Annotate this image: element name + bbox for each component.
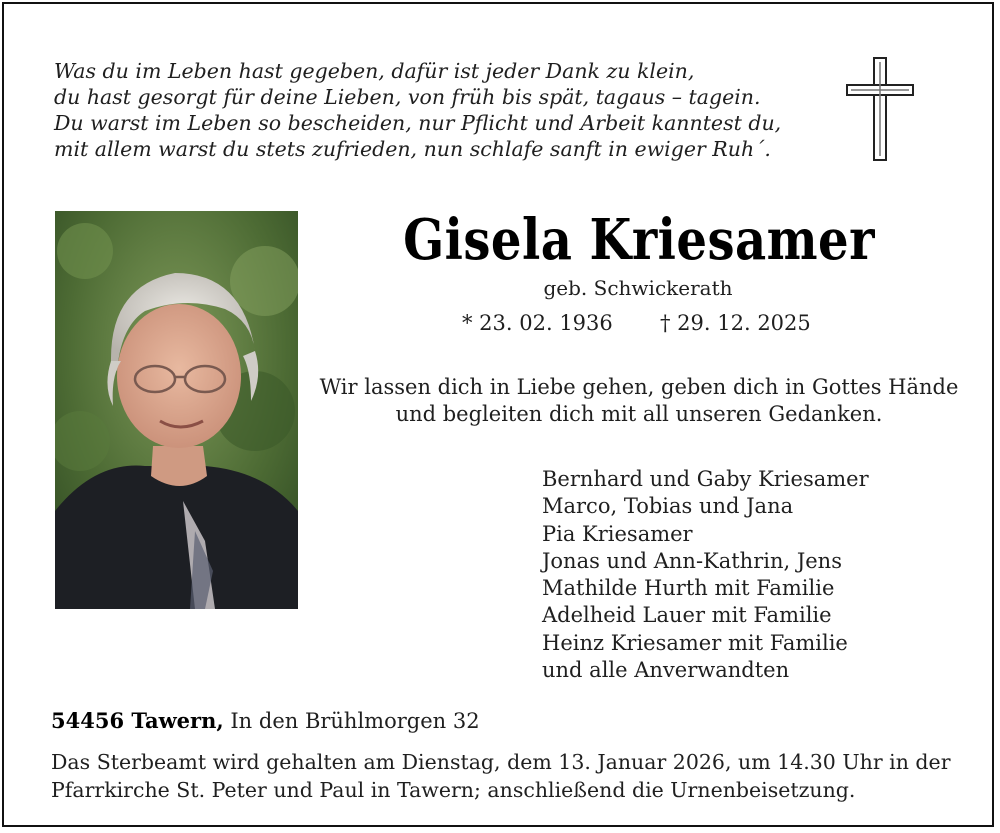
mourner: Adelheid Lauer mit Familie [542, 603, 832, 628]
family-address [51, 706, 480, 736]
death-date: † 29. 12. 2025 [660, 311, 811, 335]
service-line: Pfarrkirche St. Peter und Paul in Tawern; anschließend die Urnenbeisetzung. [51, 778, 856, 802]
mourners-list [542, 466, 869, 684]
deceased-name: Gisela Kriesamer [403, 207, 875, 273]
obituary-frame [2, 2, 994, 827]
mourner: Pia Kriesamer [542, 521, 693, 546]
poem-line: Du warst im Leben so bescheiden, nur Pflicht und Arbeit kanntest du, [54, 111, 782, 135]
funeral-service-notice [51, 748, 951, 804]
birth-date: * 23. 02. 1936 [462, 311, 613, 335]
cross-icon [844, 56, 916, 164]
motto [304, 374, 974, 428]
mourner: Mathilde Hurth mit Familie [542, 576, 835, 601]
mourner: Jonas und Ann-Kathrin, Jens [542, 548, 842, 573]
poem-line: Was du im Leben hast gegeben, dafür ist jeder Dank zu klein, [54, 59, 695, 83]
poem-line: mit allem warst du stets zufrieden, nun schlafe sanft in ewiger Ruh´. [54, 137, 771, 161]
poem-line: du hast gesorgt für deine Lieben, von früh bis spät, tagaus – tagein. [54, 85, 761, 109]
mourner: Marco, Tobias und Jana [542, 494, 794, 519]
address-town: 54456 Tawern, [51, 708, 224, 733]
motto-line: Wir lassen dich in Liebe gehen, geben dich in Gottes Hände [319, 375, 959, 399]
service-line: Das Sterbeamt wird gehalten am Dienstag, dem 13. Januar 2026, um 14.30 Uhr in der [51, 750, 951, 774]
portrait-photo [55, 211, 298, 609]
mourner: Heinz Kriesamer mit Familie [542, 630, 848, 655]
address-street: In den Brühlmorgen 32 [230, 709, 480, 733]
motto-line: und begleiten dich mit all unseren Gedanken. [395, 402, 883, 426]
birth-name: geb. Schwickerath [543, 276, 733, 300]
mourner: und alle Anverwandten [542, 658, 790, 683]
poem [54, 58, 781, 162]
mourner: Bernhard und Gaby Kriesamer [542, 467, 869, 491]
